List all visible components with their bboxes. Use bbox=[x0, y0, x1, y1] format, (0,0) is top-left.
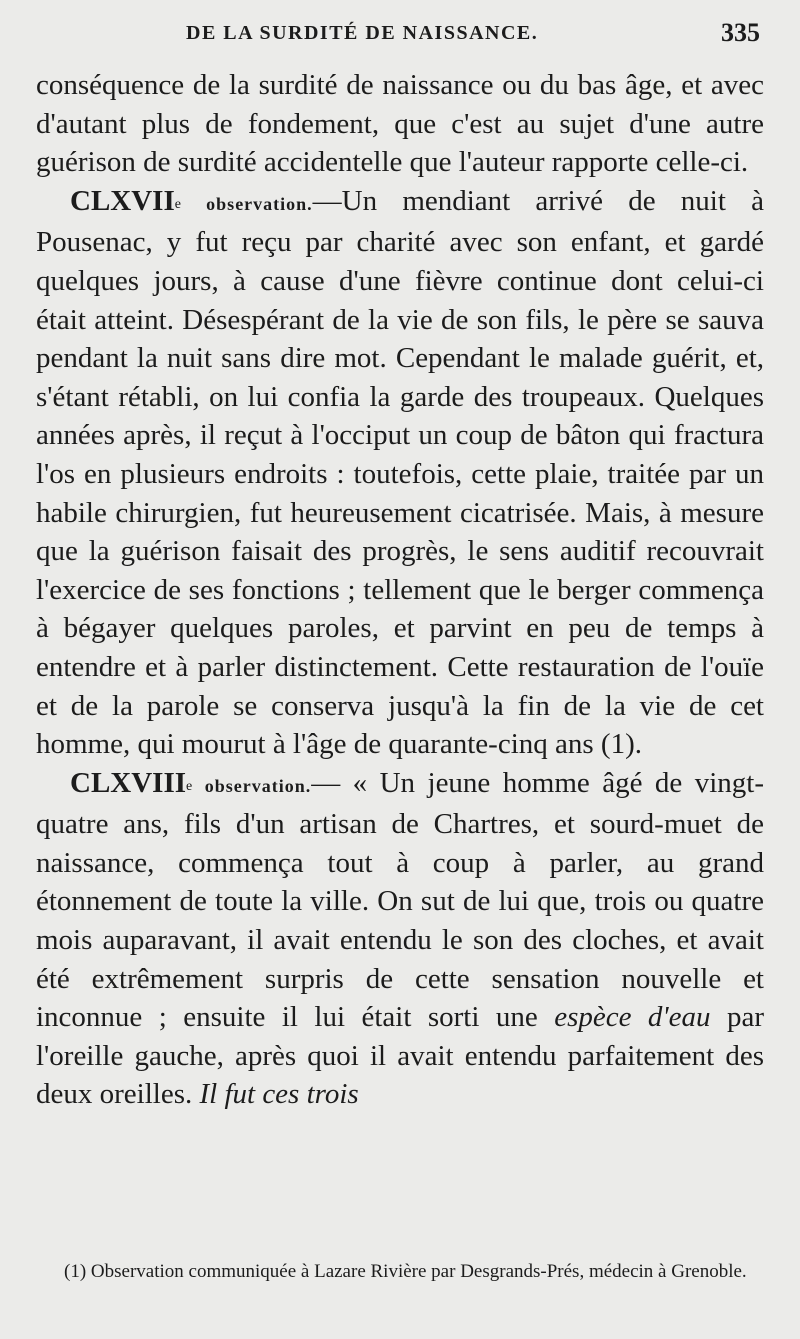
ordinal-superscript: e bbox=[174, 196, 181, 212]
italic-phrase: espèce d'eau bbox=[554, 1001, 711, 1034]
running-title: DE LA SURDITÉ DE NAISSANCE. bbox=[186, 22, 539, 44]
paragraph-continuation: conséquence de la surdité de naissance ou du bas âge, et avec d'autant plus de fondement, que c'est au sujet d'une autre guérison de surdité accidentelle que l'auteur rapporte celle-ci. bbox=[36, 69, 764, 179]
observation-label: observation. bbox=[204, 775, 312, 796]
footnote: (1) Observation communiquée à Lazare Rivière par Desgrands-Prés, médecin à Grenoble. bbox=[64, 1261, 747, 1282]
observation-text-continued: par l'oreille gauche, après quoi il avait entendu parfaitement des deux oreilles. bbox=[36, 1001, 764, 1111]
page-number: 335 bbox=[721, 18, 760, 47]
page-header bbox=[36, 14, 760, 54]
observation-168 bbox=[36, 764, 764, 1114]
footnote-separator bbox=[36, 1248, 764, 1249]
observation-167 bbox=[36, 182, 764, 764]
observation-number: CLXVII bbox=[70, 184, 175, 217]
observation-number: CLXVIII bbox=[70, 766, 187, 799]
ordinal-superscript: e bbox=[186, 778, 193, 794]
observation-text: —Un mendiant arrivé de nuit à Pousenac, y fut reçu par charité avec son enfant, et gardé quelques jours, à cause d'une fièvre continue dont celui-ci était atteint. Désespérant de la vie de son fils, le père se sauva pendant la nuit sans dire mot. Cependant le malade guérit, et, s'étant rétabli, on lui confia la garde des troupeaux. Quelques années après, il reçut à l'occiput un coup de bâton qui fractura l'os en plusieurs endroits : toutefois, cette plaie, traitée par un habile chirurgien, fut heureusement cicatrisée. Mais, à mesure que la guérison faisait des progrès, le sens auditif recouvrait l'exercice de ses fonctions ; tellement que le berger commença à bégayer quelques paroles, et parvint en peu de temps à entendre et à parler distinctement. Cette restauration de l'ouïe et de la parole se conserva jusqu'à la fin de la vie de cet homme, qui mourut à l'âge de quarante-cinq ans (1). bbox=[36, 184, 764, 761]
body-text bbox=[36, 66, 764, 1114]
italic-phrase: Il fut ces trois bbox=[199, 1078, 359, 1111]
observation-label: observation. bbox=[206, 193, 313, 214]
observation-text: — « Un jeune homme âgé de vingt-quatre ans, fils d'un artisan de Chartres, et sourd-muet de naissance, commença tout à coup à parler, au grand étonnement de toute la ville. On sut de lui que, trois ou quatre mois auparavant, il avait entendu le son des cloches, et avait été extrêmement surpris de cette sensation nouvelle et inconnue ; ensuite il lui était sorti une bbox=[36, 766, 764, 1034]
